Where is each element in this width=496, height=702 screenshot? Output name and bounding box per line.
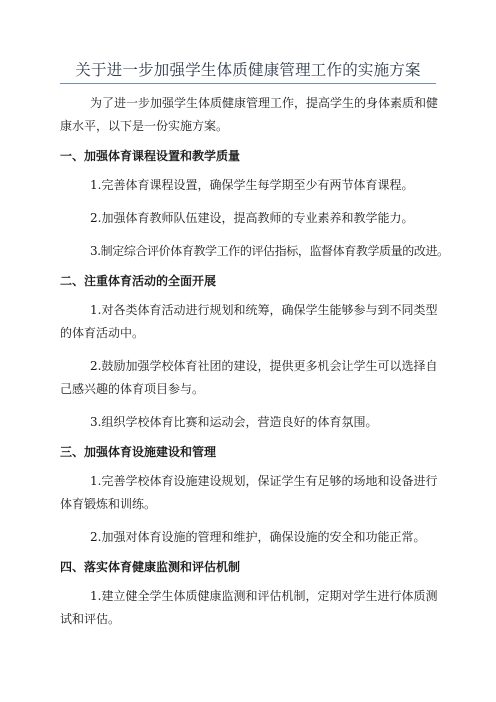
document-title: 关于进一步加强学生体质健康管理工作的实施方案 [75, 61, 421, 79]
section-2-item-2: 2.鼓励加强学校体育社团的建设，提供更多机会让学生可以选择自己感兴趣的体育项目参与。 [60, 359, 438, 396]
section-2-item-3: 3.组织学校体育比赛和运动会，营造良好的体育氛围。 [90, 415, 378, 429]
document-body [60, 92, 449, 631]
section-heading-4: 四、落实体育健康监测和评估机制 [60, 560, 241, 574]
section-heading-2: 二、注重体育活动的全面开展 [60, 274, 217, 288]
section-1-item-1: 1.完善体育课程设置，确保学生每学期至少有两节体育课程。 [90, 178, 414, 192]
section-3-item-2: 2.加强对体育设施的管理和维护，确保设施的安全和功能正常。 [90, 530, 426, 544]
section-4-item-1: 1.建立健全学生体质健康监测和评估机制，定期对学生进行体质测试和评估。 [60, 589, 438, 626]
section-1-item-3: 3.制定综合评价体育教学工作的评估指标，监督体育教学质量的改进。 [90, 244, 449, 258]
section-3-item-1: 1.完善学校体育设施建设规划，保证学生有足够的场地和设备进行体育锻炼和训练。 [60, 474, 438, 511]
intro-paragraph: 为了进一步加强学生体质健康管理工作，提高学生的身体素质和健康水平，以下是一份实施方案。 [60, 96, 439, 133]
title-divider [60, 83, 436, 84]
section-2-item-1: 1.对各类体育活动进行规划和统筹，确保学生能够参与到不同类型的体育活动中。 [60, 303, 438, 340]
section-1-item-2: 2.加强体育教师队伍建设，提高教师的专业素养和教学能力。 [90, 211, 414, 225]
section-heading-1: 一、加强体育课程设置和教学质量 [60, 149, 241, 163]
section-heading-3: 三、加强体育设施建设和管理 [60, 445, 217, 459]
